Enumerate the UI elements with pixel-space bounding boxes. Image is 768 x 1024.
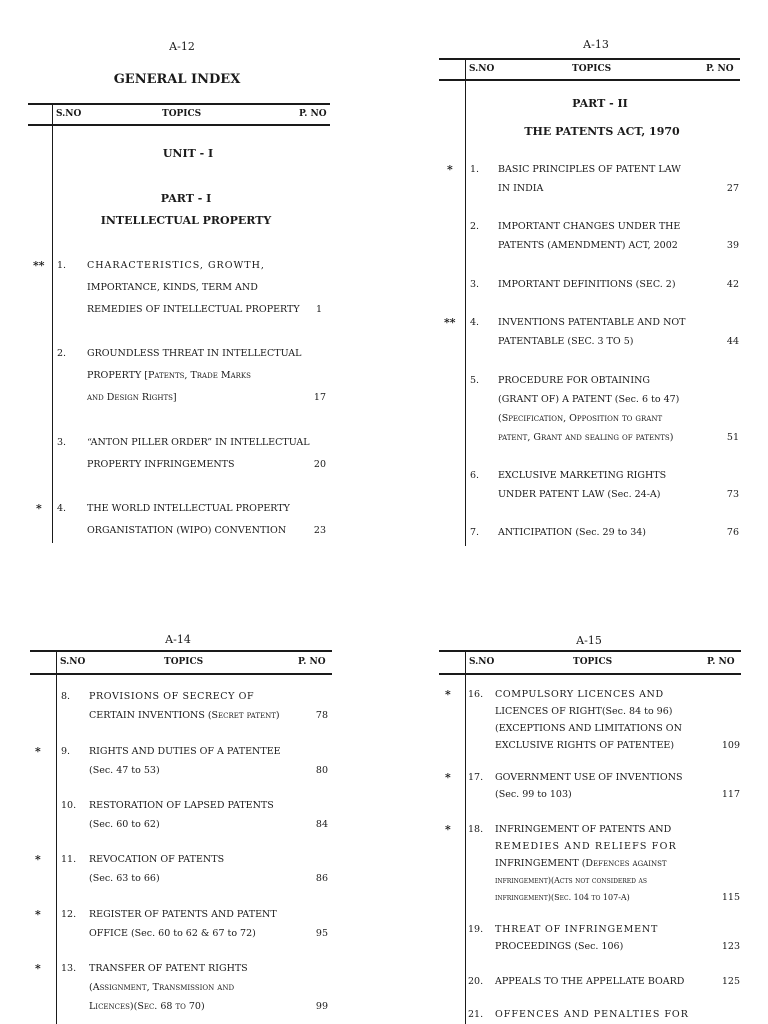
- entry-line: INVENTIONS PATENTABLE AND NOT: [498, 317, 686, 328]
- entry-line: ORGANISTATION (WIPO) CONVENTION: [87, 525, 287, 536]
- entry-page: 125: [721, 976, 740, 987]
- entry-page: 99: [315, 1001, 328, 1012]
- entry-line: LICENCES OF RIGHT(Sec. 84 to 96): [495, 706, 673, 717]
- entry-line: infringement)(Acts not considered as: [495, 876, 647, 885]
- entry-line: ANTICIPATION (Sec. 29 to 34): [498, 527, 647, 538]
- index-page-a14: [0, 560, 384, 1024]
- page-label: A-14: [165, 633, 191, 646]
- entry-number: 12.: [61, 909, 77, 920]
- entry-line: BASIC PRINCIPLES OF PATENT LAW: [498, 164, 681, 175]
- entry-line: (Assignment, Transmission and: [89, 982, 235, 993]
- entry-number: 4.: [470, 317, 480, 328]
- part-heading: PART - II: [572, 97, 628, 110]
- entry-page: 20: [313, 459, 326, 470]
- entry-number: 9.: [61, 746, 71, 757]
- entry-line: Licences)(Sec. 68 to 70): [89, 1001, 205, 1012]
- act-heading: THE PATENTS ACT, 1970: [524, 125, 680, 138]
- entry-number: 5.: [470, 375, 480, 386]
- entry-number: 13.: [61, 963, 77, 974]
- topics-header: TOPICS: [164, 657, 204, 667]
- pno-header: P. NO: [707, 657, 735, 667]
- entry-page: 117: [721, 789, 740, 800]
- index-page-a15: [384, 560, 768, 1024]
- entry-page: 42: [726, 279, 739, 290]
- entry-line: GOVERNMENT USE OF INVENTIONS: [495, 772, 683, 783]
- entry-line: THREAT OF INFRINGEMENT: [495, 924, 659, 935]
- entry-number: 19.: [468, 924, 484, 935]
- entry-line: CHARACTERISTICS, GROWTH,: [87, 260, 265, 271]
- importance-marker: *: [447, 163, 453, 176]
- entry-line: PROVISIONS OF SECRECY OF: [89, 691, 255, 702]
- entry-page: 44: [726, 336, 739, 347]
- entry-line: THE WORLD INTELLECTUAL PROPERTY: [87, 503, 290, 514]
- column-divider: [465, 650, 466, 1024]
- column-divider: [52, 103, 53, 543]
- importance-marker: *: [445, 688, 451, 701]
- header-top-rule: [439, 58, 740, 60]
- entry-page: 17: [313, 392, 326, 403]
- entry-line: REMEDIES AND RELIEFS FOR: [495, 841, 677, 852]
- entry-page: 51: [726, 432, 739, 443]
- header-top-rule: [28, 103, 330, 105]
- importance-marker: *: [35, 962, 41, 975]
- entry-number: 8.: [61, 691, 71, 702]
- entry-line: REGISTER OF PATENTS AND PATENT: [89, 909, 277, 920]
- entry-line: EXCLUSIVE MARKETING RIGHTS: [498, 470, 667, 481]
- entry-page: 27: [726, 183, 739, 194]
- entry-line: PATENTABLE (SEC. 3 TO 5): [498, 336, 634, 347]
- entry-line: (Sec. 60 to 62): [89, 819, 160, 830]
- entry-page: 1: [315, 304, 322, 315]
- entry-line: REVOCATION OF PATENTS: [89, 854, 225, 865]
- importance-marker: *: [36, 502, 42, 515]
- entry-page: 123: [721, 941, 740, 952]
- entry-page: 76: [726, 527, 739, 538]
- entry-number: 2.: [470, 221, 480, 232]
- pno-header: P. NO: [706, 64, 734, 74]
- entry-page: 84: [315, 819, 328, 830]
- entry-page: 109: [721, 740, 740, 751]
- importance-marker: **: [33, 259, 45, 272]
- importance-marker: **: [444, 316, 456, 329]
- entry-line: INFRINGEMENT (Defences against: [495, 858, 667, 869]
- entry-line: PROPERTY INFRINGEMENTS: [87, 459, 235, 470]
- unit-heading: UNIT - I: [162, 147, 214, 160]
- entry-number: 1.: [470, 164, 480, 175]
- entry-line: EXCLUSIVE RIGHTS OF PATENTEE): [495, 740, 675, 751]
- entry-line: INFRINGEMENT OF PATENTS AND: [495, 824, 672, 835]
- entry-line: IMPORTANCE, KINDS, TERM AND: [87, 282, 258, 293]
- entry-number: 20.: [468, 976, 484, 987]
- importance-marker: *: [445, 823, 451, 836]
- entry-line: PROCEEDINGS (Sec. 106): [495, 941, 624, 952]
- entry-number: 17.: [468, 772, 484, 783]
- sno-header: S.NO: [60, 657, 86, 667]
- topics-header: TOPICS: [572, 64, 612, 74]
- entry-page: 86: [315, 873, 328, 884]
- entry-line: REMEDIES OF INTELLECTUAL PROPERTY: [87, 304, 300, 315]
- entry-line: (Specification, Opposition to grant: [498, 413, 663, 424]
- importance-marker: *: [35, 745, 41, 758]
- entry-line: RIGHTS AND DUTIES OF A PATENTEE: [89, 746, 281, 757]
- entry-line: IN INDIA: [498, 183, 544, 194]
- entry-number: 10.: [61, 800, 77, 811]
- entry-line: OFFENCES AND PENALTIES FOR: [495, 1009, 689, 1020]
- entry-page: 95: [315, 928, 328, 939]
- entry-line: (Sec. 63 to 66): [89, 873, 160, 884]
- entry-number: 11.: [61, 854, 77, 865]
- index-page-a13: [384, 0, 768, 560]
- header-bottom-rule: [439, 673, 741, 675]
- pno-header: P. NO: [298, 657, 326, 667]
- entry-line: OFFICE (Sec. 60 to 62 & 67 to 72): [89, 928, 256, 939]
- entry-line: (Sec. 47 to 53): [89, 765, 160, 776]
- entry-line: patent, Grant and sealing of patents): [498, 432, 674, 443]
- entry-page: 23: [313, 525, 326, 536]
- entry-line: PROPERTY [Patents, Trade Marks: [87, 370, 251, 381]
- entry-line: TRANSFER OF PATENT RIGHTS: [89, 963, 248, 974]
- entry-line: (EXCEPTIONS AND LIMITATIONS ON: [495, 723, 682, 734]
- entry-number: 7.: [470, 527, 480, 538]
- entry-line: RESTORATION OF LAPSED PATENTS: [89, 800, 274, 811]
- page-label: A-13: [583, 38, 609, 51]
- sno-header: S.NO: [56, 109, 82, 119]
- entry-line: CERTAIN INVENTIONS (Secret patent): [89, 710, 280, 721]
- importance-marker: *: [35, 853, 41, 866]
- header-top-rule: [30, 650, 332, 652]
- entry-number: 16.: [468, 689, 484, 700]
- entry-line: UNDER PATENT LAW (Sec. 24-A): [498, 489, 661, 500]
- entry-line: (GRANT OF) A PATENT (Sec. 6 to 47): [498, 394, 680, 405]
- header-bottom-rule: [28, 124, 330, 126]
- entry-number: 18.: [468, 824, 484, 835]
- entry-number: 3.: [57, 437, 67, 448]
- entry-page: 115: [721, 892, 740, 903]
- entry-page: 73: [726, 489, 739, 500]
- topics-header: TOPICS: [162, 109, 202, 119]
- header-bottom-rule: [439, 79, 740, 81]
- entry-line: PATENTS (AMENDMENT) ACT, 2002: [498, 240, 678, 251]
- topics-header: TOPICS: [573, 657, 613, 667]
- entry-number: 2.: [57, 348, 67, 359]
- entry-number: 21.: [468, 1009, 484, 1020]
- part-subheading: INTELLECTUAL PROPERTY: [100, 214, 272, 227]
- importance-marker: *: [445, 771, 451, 784]
- entry-line: (Sec. 99 to 103): [495, 789, 572, 800]
- entry-line: “ANTON PILLER ORDER” IN INTELLECTUAL: [87, 437, 310, 448]
- entry-page: 78: [315, 710, 328, 721]
- column-divider: [56, 650, 57, 1024]
- entry-page: 39: [726, 240, 739, 251]
- part-heading: PART - I: [160, 192, 212, 205]
- header-top-rule: [439, 650, 741, 652]
- entry-line: IMPORTANT CHANGES UNDER THE: [498, 221, 681, 232]
- index-title: GENERAL INDEX: [113, 72, 241, 87]
- importance-marker: *: [35, 908, 41, 921]
- entry-line: IMPORTANT DEFINITIONS (SEC. 2): [498, 279, 676, 290]
- entry-line: PROCEDURE FOR OBTAINING: [498, 375, 650, 386]
- entry-line: COMPULSORY LICENCES AND: [495, 689, 664, 700]
- page-label: A-15: [576, 634, 602, 647]
- entry-page: 80: [315, 765, 328, 776]
- header-bottom-rule: [30, 673, 332, 675]
- entry-line: APPEALS TO THE APPELLATE BOARD: [495, 976, 685, 987]
- entry-number: 6.: [470, 470, 480, 481]
- page-label: A-12: [169, 40, 195, 53]
- pno-header: P. NO: [299, 109, 327, 119]
- index-page-a12: [0, 0, 384, 560]
- entry-number: 4.: [57, 503, 67, 514]
- sno-header: S.NO: [469, 64, 495, 74]
- entry-line: infringement)(Sec. 104 to 107-A): [495, 893, 630, 902]
- entry-number: 1.: [57, 260, 67, 271]
- sno-header: S.NO: [469, 657, 495, 667]
- entry-number: 3.: [470, 279, 480, 290]
- entry-line: and Design Rights]: [87, 392, 177, 403]
- entry-line: GROUNDLESS THREAT IN INTELLECTUAL: [87, 348, 302, 359]
